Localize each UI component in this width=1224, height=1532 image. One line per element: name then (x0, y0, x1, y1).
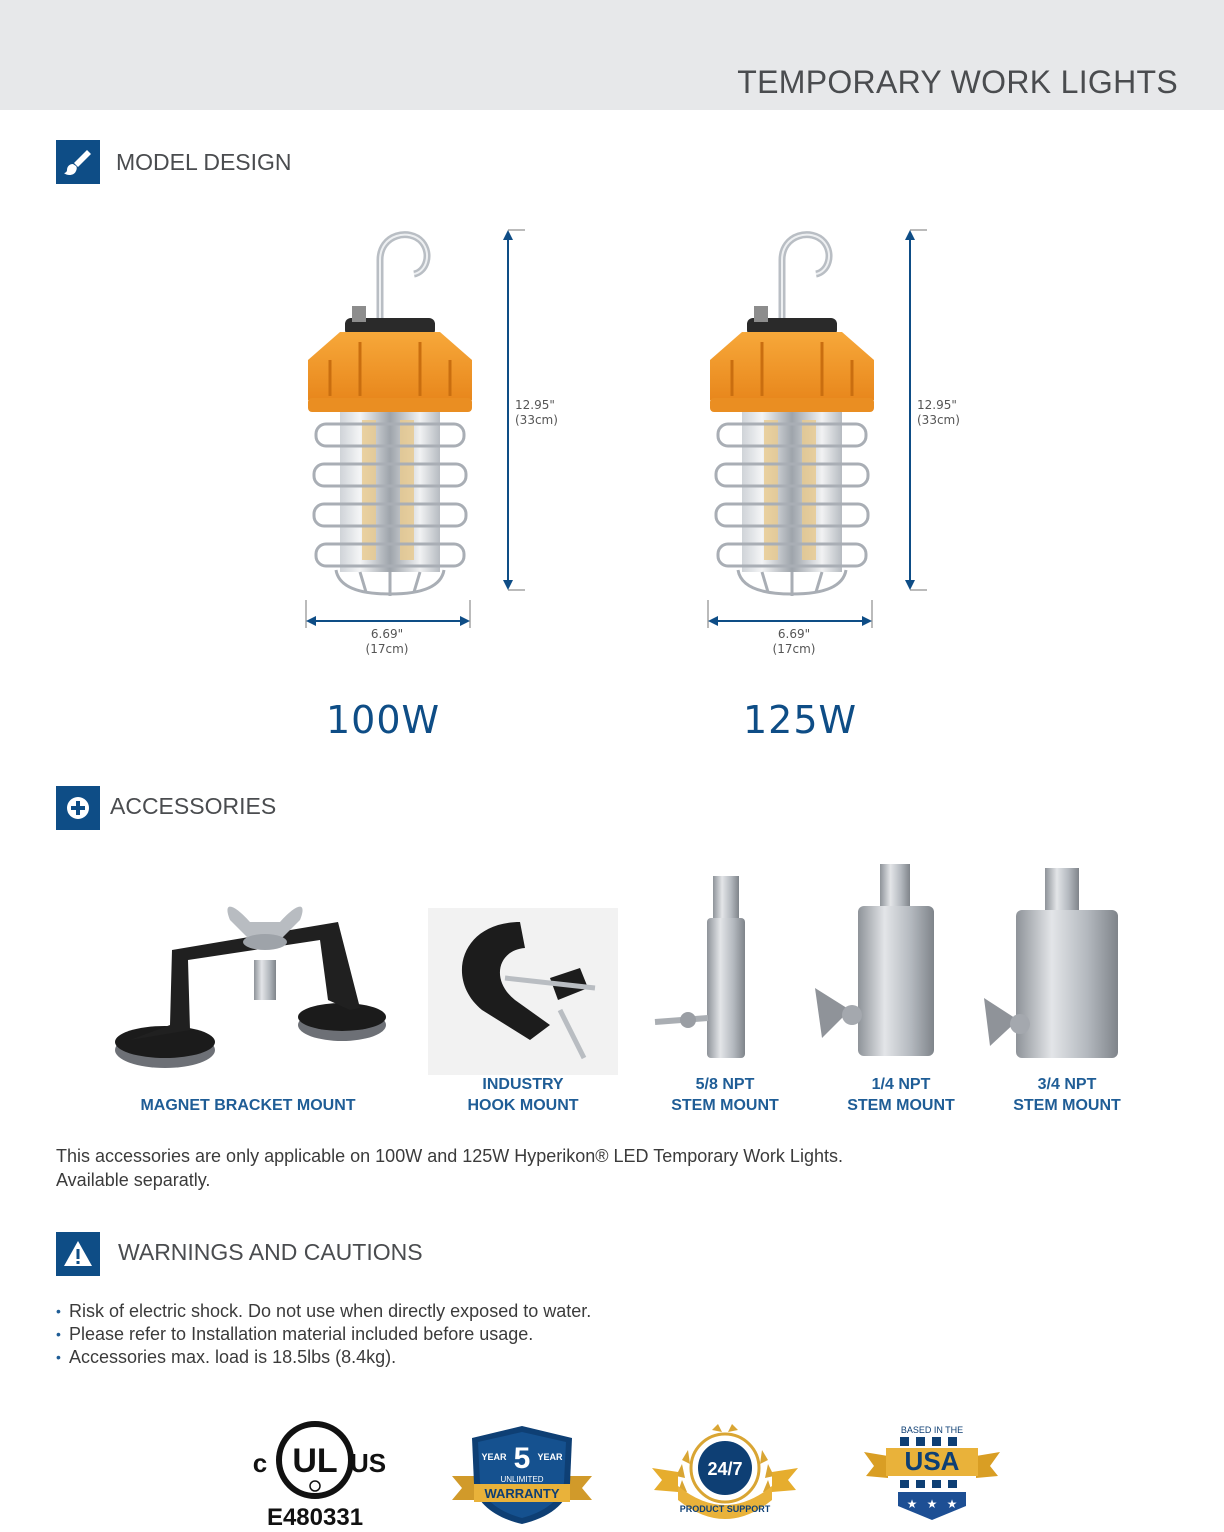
model-drawings (280, 220, 1000, 670)
width-cm: (17cm) (365, 642, 409, 656)
svg-text:24/7: 24/7 (707, 1459, 743, 1479)
stem-5-8-image (655, 876, 745, 1058)
section-title-accessories: ACCESSORIES (110, 793, 277, 819)
note-line-2: Available separatly. (56, 1170, 211, 1190)
width-inches: 6.69" (370, 627, 404, 641)
svg-text:US: US (349, 1448, 387, 1478)
accessory-label-stem-1-4: 1/4 NPT STEM MOUNT (847, 1076, 955, 1114)
height-cm: (33cm) (515, 413, 558, 427)
height-inches: 12.95" (515, 398, 555, 412)
warranty-badge (452, 1424, 592, 1526)
width-cm: (17cm) (772, 642, 816, 656)
svg-text:BASED IN THE: BASED IN THE (900, 1425, 964, 1435)
ul-logo-icon (240, 1420, 390, 1500)
svg-text:PRODUCT SUPPORT: PRODUCT SUPPORT (679, 1504, 771, 1514)
hook-mount-image (428, 908, 618, 1075)
width-dimension-125w (771, 627, 817, 657)
svg-text:★: ★ (946, 1497, 958, 1511)
svg-text:5: 5 (513, 1442, 531, 1475)
svg-text:USA: USA (904, 1446, 960, 1476)
height-dimension-100w (515, 398, 558, 428)
list-item: • Risk of electric shock. Do not use when directly exposed to water. (56, 1300, 591, 1323)
svg-text:YEAR: YEAR (481, 1452, 507, 1462)
svg-text:c: c (252, 1448, 268, 1478)
svg-text:WARRANTY: WARRANTY (484, 1486, 560, 1501)
accessory-label-magnet-bracket: MAGNET BRACKET MOUNT (140, 1097, 356, 1114)
height-inches: 12.95" (917, 398, 957, 412)
width-dimension-100w (364, 627, 410, 657)
stem-1-4-image (815, 864, 934, 1056)
height-dimension-125w (917, 398, 960, 428)
accessory-images (110, 860, 1130, 1075)
accessory-label-stem-3-4: 3/4 NPT STEM MOUNT (1013, 1076, 1121, 1114)
stem-3-4-image (984, 868, 1118, 1058)
section-title-warnings: WARNINGS AND CAUTIONS (118, 1239, 423, 1265)
svg-text:UNLIMITED: UNLIMITED (500, 1475, 544, 1484)
list-item: • Please refer to Installation material included before usage. (56, 1323, 591, 1346)
paintbrush-icon (56, 140, 100, 184)
accessory-label-stem-5-8: 5/8 NPT STEM MOUNT (671, 1076, 779, 1114)
height-cm: (33cm) (917, 413, 960, 427)
based-in-usa-badge (864, 1422, 1000, 1522)
header-bar (0, 0, 1224, 110)
plus-circle-icon (56, 786, 100, 830)
section-title-model-design: MODEL DESIGN (116, 149, 292, 175)
svg-text:YEAR: YEAR (537, 1452, 563, 1462)
accessory-label-industry-hook: INDUSTRY HOOK MOUNT (467, 1076, 579, 1114)
ul-certification-badge (240, 1420, 390, 1530)
magnet-bracket-image (115, 907, 386, 1068)
note-line-1: This accessories are only applicable on 100W and 125W Hyperikon® LED Temporary Work Lights. (56, 1146, 843, 1166)
svg-text:★: ★ (906, 1497, 918, 1511)
accessories-note (56, 1144, 843, 1192)
model-label-125w: 125W (743, 698, 858, 742)
svg-text:UL: UL (292, 1442, 338, 1480)
ul-file-number: E480331 (266, 1504, 364, 1531)
model-label-100w: 100W (326, 698, 441, 742)
warnings-list (56, 1300, 591, 1369)
list-item: • Accessories max. load is 18.5lbs (8.4kg). (56, 1346, 591, 1369)
page-title: TEMPORARY WORK LIGHTS (737, 64, 1178, 100)
svg-text:★: ★ (926, 1497, 938, 1511)
width-inches: 6.69" (777, 627, 811, 641)
warning-triangle-icon (56, 1232, 100, 1276)
product-support-badge (652, 1420, 798, 1526)
